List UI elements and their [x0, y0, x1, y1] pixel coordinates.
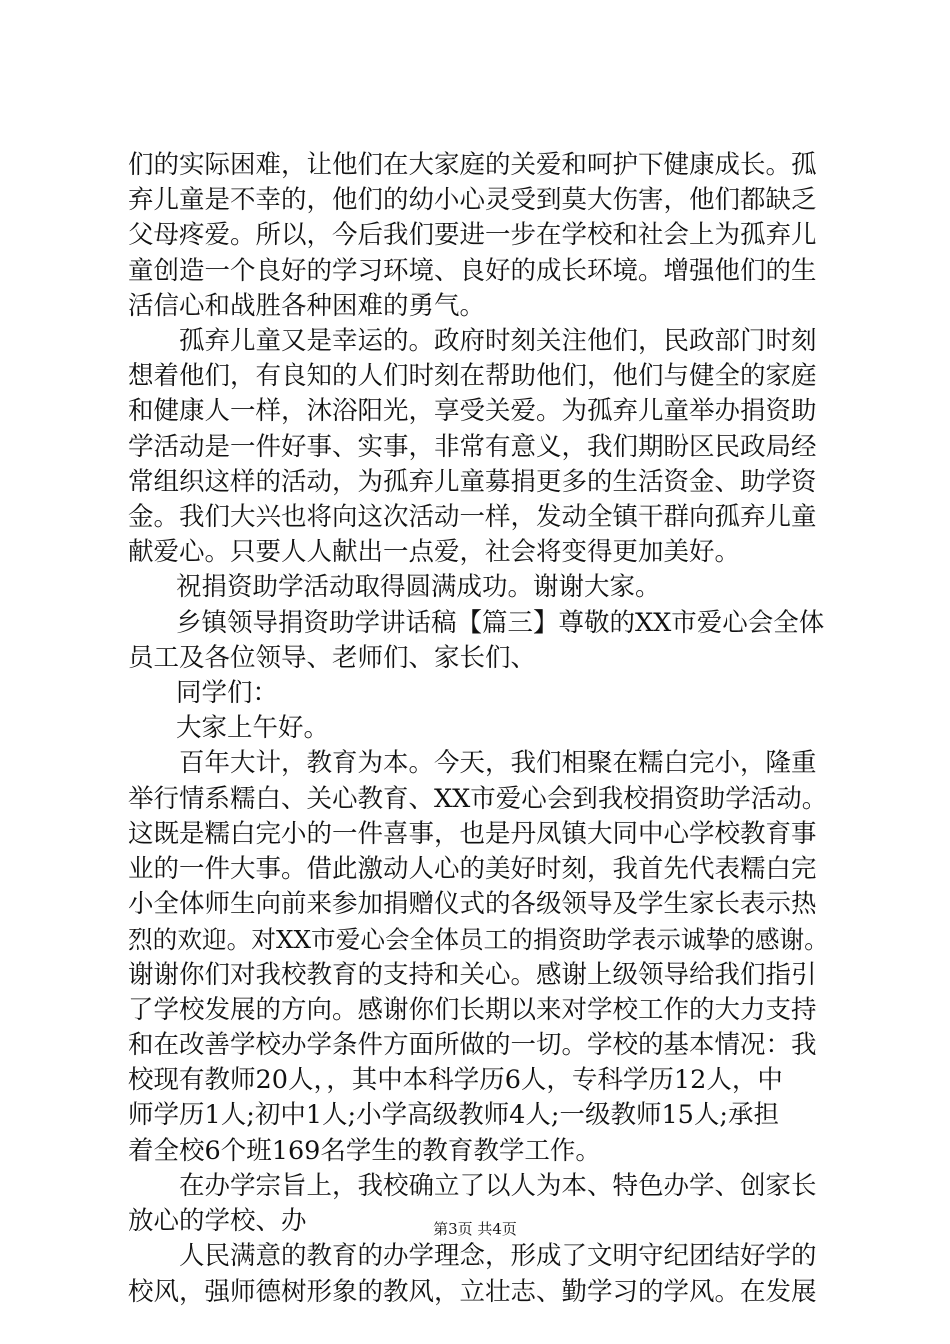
text-line: 举行情系糯白、关心教育、XX市爱心会到我校捐资助学活动。 [128, 783, 828, 814]
text-line: 祝捐资助学活动取得圆满成功。谢谢大家。 [176, 572, 661, 603]
text-line: 童创造一个良好的学习环境、良好的成长环境。增强他们的生 [128, 255, 817, 286]
text-line: 同学们： [176, 678, 279, 709]
text-line: 乡镇领导捐资助学讲话稿【篇三】尊敬的XX市爱心会全体 [176, 607, 825, 638]
text-line: 这既是糯白完小的一件喜事，也是丹凤镇大同中心学校教育事 [128, 818, 817, 849]
text-line: 校风，强师德树形象的教风，立壮志、勤学习的学风。在发展 [128, 1276, 817, 1307]
text-line: 小全体师生向前来参加捐赠仪式的各级领导及学生家长表示热 [128, 889, 817, 920]
text-line: 金。我们大兴也将向这次活动一样，发动全镇干群向孤弃儿童 [128, 502, 817, 533]
text-line: 着全校6个班169名学生的教育教学工作。 [128, 1135, 601, 1166]
text-line: 和健康人一样，沐浴阳光，享受关爱。为孤弃儿童举办捐资助 [128, 396, 817, 427]
text-line: 大家上午好。 [176, 713, 330, 744]
text-line: 和在改善学校办学条件方面所做的一切。学校的基本情况：我 [128, 1030, 817, 1061]
text-line: 放心的学校、办 [128, 1206, 307, 1237]
text-line: 师学历1人;初中1人;小学高级教师4人;一级教师15人;承担 [128, 1100, 779, 1131]
text-line: 弃儿童是不幸的，他们的幼小心灵受到莫大伤害，他们都缺乏 [128, 185, 817, 216]
text-line: 人民满意的教育的办学理念，形成了文明守纪团结好学的 [179, 1241, 817, 1272]
text-line: 员工及各位领导、老师们、家长们、 [128, 642, 537, 673]
text-line: 校现有教师20人，，其中本科学历6人，专科学历12人，中 [128, 1065, 783, 1096]
text-line: 业的一件大事。借此激动人心的美好时刻，我首先代表糯白完 [128, 854, 817, 885]
text-line: 献爱心。只要人人献出一点爱，社会将变得更加美好。 [128, 537, 741, 568]
page-number-footer: 第3页 共4页 [433, 1220, 517, 1238]
text-line: 想着他们，有良知的人们时刻在帮助他们，他们与健全的家庭 [128, 361, 817, 392]
text-line: 百年大计，教育为本。今天，我们相聚在糯白完小，隆重 [179, 748, 817, 779]
text-line: 学活动是一件好事、实事，非常有意义，我们期盼区民政局经 [128, 431, 817, 462]
text-line: 们的实际困难，让他们在大家庭的关爱和呵护下健康成长。孤 [128, 150, 817, 180]
text-line: 谢谢你们对我校教育的支持和关心。感谢上级领导给我们指引 [128, 959, 817, 990]
text-line: 活信心和战胜各种困难的勇气。 [128, 290, 486, 321]
text-line: 在办学宗旨上，我校确立了以人为本、特色办学、创家长 [179, 1170, 817, 1201]
text-line: 烈的欢迎。对XX市爱心会全体员工的捐资助学表示诚挚的感谢。 [128, 925, 829, 955]
text-line: 孤弃儿童又是幸运的。政府时刻关注他们，民政部门时刻 [179, 326, 817, 357]
text-line: 了学校发展的方向。感谢你们长期以来对学校工作的大力支持 [128, 994, 817, 1025]
document-body [128, 148, 833, 1310]
text-line: 常组织这样的活动，为孤弃儿童募捐更多的生活资金、助学资 [128, 466, 817, 497]
text-line: 父母疼爱。所以，今后我们要进一步在学校和社会上为孤弃儿 [128, 220, 817, 251]
